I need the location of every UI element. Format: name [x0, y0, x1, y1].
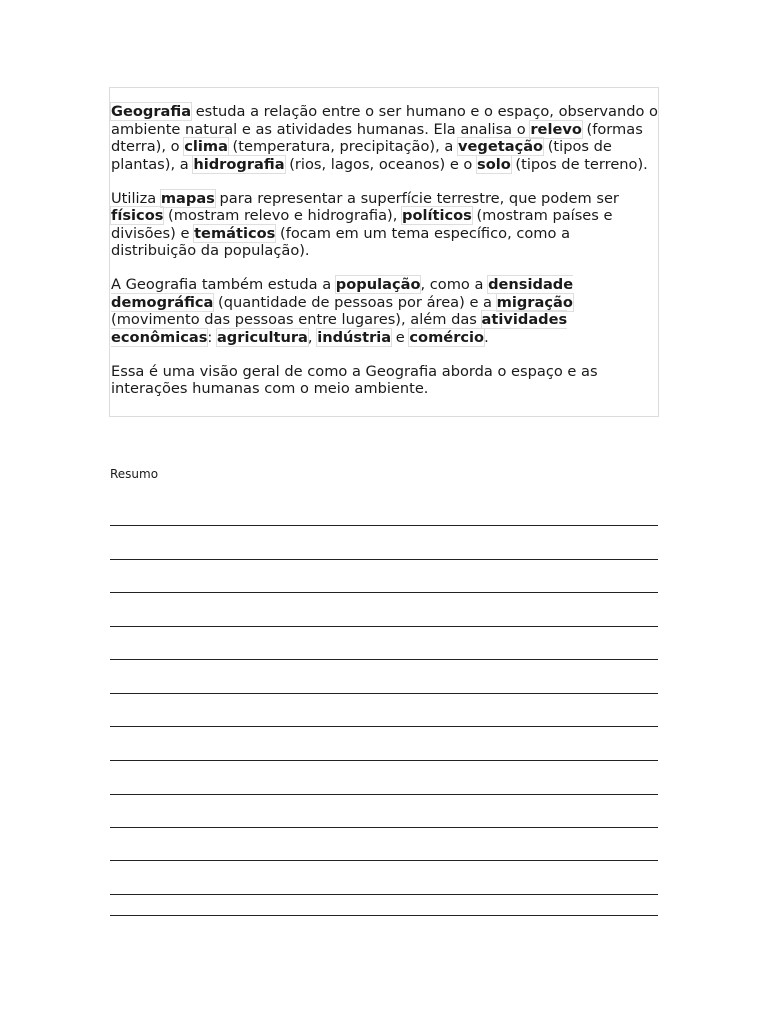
keyword-mapas: mapas [160, 189, 215, 207]
paragraph-conclusion [111, 363, 658, 398]
paragraph-intro [111, 103, 658, 173]
keyword-relevo: relevo [530, 120, 582, 138]
text-run: : [207, 328, 217, 346]
keyword-clima: clima [184, 138, 228, 155]
paragraph-maps [111, 190, 658, 260]
text-run: Essa é uma visão geral de como a Geografia aborda o espaço e as interações humanas com o meio ambiente. [111, 362, 598, 397]
keyword-industria: indústria [317, 328, 392, 346]
text-run: (focam em um tema específico, como a distribuição da população). [111, 224, 571, 259]
writing-line[interactable] [110, 915, 658, 916]
text-run: (tipos de plantas), a [111, 138, 612, 173]
keyword-fisicos: físicos [111, 207, 164, 224]
keyword-tematicos: temáticos [194, 224, 276, 242]
keyword-populacao: população [335, 276, 421, 293]
text-run: estuda a relação entre o ser humano e o espaço, observando o ambiente natural e as atividades humanas. Ela analisa o [111, 103, 658, 138]
keyword-comercio: comércio [409, 328, 485, 346]
writing-line[interactable] [110, 860, 658, 861]
keyword-solo: solo [477, 155, 511, 173]
keyword-densidade-demografica: densidade demográfica [111, 276, 574, 311]
text-run: (mostram países e divisões) e [111, 207, 613, 242]
text-run: (rios, lagos, oceanos) e o [284, 155, 478, 173]
text-run: , como a [420, 276, 489, 293]
writing-line[interactable] [110, 760, 658, 761]
keyword-vegetacao: vegetação [457, 138, 544, 155]
text-run: para representar a superfície terrestre, que podem ser [214, 189, 619, 207]
text-run: (temperatura, precipitação), a [227, 138, 458, 155]
keyword-migracao: migração [496, 293, 573, 311]
writing-line[interactable] [110, 827, 658, 828]
keyword-geografia: Geografia [111, 103, 192, 120]
writing-line[interactable] [110, 525, 658, 526]
keyword-agricultura: agricultura [216, 328, 308, 346]
text-run: Utiliza [111, 189, 161, 207]
text-box [109, 87, 659, 417]
writing-line[interactable] [110, 626, 658, 627]
writing-line[interactable] [110, 559, 658, 560]
text-run: A Geografia também estuda a [111, 276, 336, 293]
writing-line[interactable] [110, 592, 658, 593]
text-run: (movimento das pessoas entre lugares), além das [111, 311, 482, 328]
keyword-politicos: políticos [402, 207, 472, 224]
keyword-atividades-economicas: atividades econômicas [111, 311, 568, 346]
text-run: (formas dterra), o [111, 120, 643, 155]
text-run: . [484, 328, 489, 346]
text-run: , [307, 328, 318, 346]
writing-line[interactable] [110, 894, 658, 895]
keyword-hidrografia: hidrografia [193, 155, 285, 173]
summary-label: Resumo [110, 467, 159, 481]
paragraph-population [111, 276, 658, 346]
writing-line[interactable] [110, 659, 658, 660]
text-run: (quantidade de pessoas por área) e a [213, 293, 497, 311]
writing-line[interactable] [110, 794, 658, 795]
text-run: (mostram relevo e hidrografia), [163, 207, 403, 224]
writing-line[interactable] [110, 693, 658, 694]
text-run: e [391, 328, 410, 346]
writing-line[interactable] [110, 726, 658, 727]
text-run: (tipos de terreno). [510, 155, 648, 173]
